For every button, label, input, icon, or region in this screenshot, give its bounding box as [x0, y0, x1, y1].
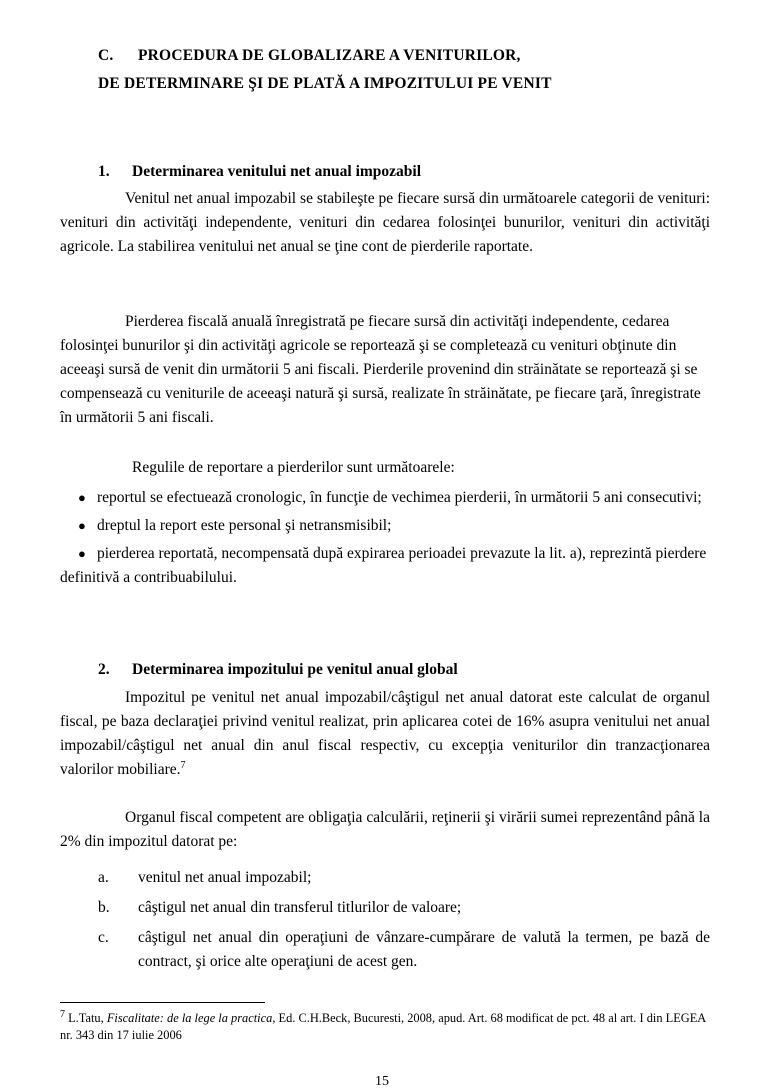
loss-rules-list — [60, 486, 710, 594]
list-item-text: reportul se efectuează cronologic, în funcţie de vechimea pierderii, în următorii 5 ani consecutivi; — [97, 489, 702, 506]
section-1-paragraph-2: Pierderea fiscală anuală înregistrată pe fiecare sursă din activităţi independente, cedarea folosinţei bunurilor şi din activităţi agricole se reportează şi se completează cu venituri obţinute din aceeaşi sursă de venit din următorii 5 ani fiscali. Pierderile provenind din străinătate se reportează şi se compensează cu veniturile de aceeaşi natură şi sursă, realizate în străinătate, pe fiecare ţară, înregistrate în următorii 5 ani fiscali. — [60, 313, 701, 426]
section-2-title-text: Determinarea impozitului pe venitul anual global — [132, 661, 458, 678]
section-2-paragraph-1 — [60, 686, 710, 782]
list-item-text: venitul net anual impozabil; — [138, 869, 312, 886]
list-item — [60, 486, 710, 510]
list-item-text: pierderea reportată, necompensată după expirarea perioadei prevazute la lit. a), reprezintă pierdere definitivă a contribuabilului. — [60, 545, 707, 586]
list-item-marker: b. — [98, 899, 110, 916]
tax-items-list — [98, 866, 710, 980]
footnote-author: L.Tatu, — [68, 1011, 107, 1025]
section-1-paragraph-3: Regulile de reportare a pierderilor sunt următoarele: — [132, 459, 455, 476]
footnote-title: Fiscalitate: de la lege la practica, — [106, 1011, 276, 1025]
bullet-icon: ● — [78, 546, 86, 561]
chapter-heading-text-1: PROCEDURA DE GLOBALIZARE A VENITURILOR, — [138, 47, 521, 64]
chapter-heading-line-1 — [98, 42, 552, 70]
footnote-reference: 7 — [180, 759, 186, 771]
list-item — [98, 866, 710, 890]
section-2-title — [98, 658, 458, 682]
section-1-paragraph-1: Venitul net anual impozabil se stabileşte pe fiecare sursă din următoarele categorii de venituri: venituri din activităţi independente, venituri din cedarea folosinţei bunurilor, venituri din activităţi agricole. La stabilirea venitului net anual se ţine cont de pierderile raportate. — [60, 190, 710, 255]
list-item-marker: a. — [98, 869, 109, 886]
section-1-title-text: Determinarea venitului net anual impozabil — [132, 163, 422, 180]
bullet-icon: ● — [78, 490, 86, 505]
list-item-marker: c. — [98, 929, 109, 946]
footnote — [60, 1010, 720, 1044]
section-2-paragraph-2: Organul fiscal competent are obligaţia calculării, reţinerii şi virării sumei reprezentând până la 2% din impozitul datorat pe: — [60, 809, 710, 850]
list-item — [60, 542, 710, 590]
section-2-number: 2. — [98, 661, 110, 678]
section-1-number: 1. — [98, 163, 110, 180]
page-number: 15 — [375, 1074, 389, 1089]
section-1-title — [98, 160, 421, 184]
list-item-text: câştigul net anual din transferul titlurilor de valoare; — [138, 899, 462, 916]
list-item — [98, 926, 710, 974]
list-item-text: câştigul net anual din operaţiuni de vânzare-cumpărare de valută la termen, pe bază de contract, şi orice alte operaţiuni de acest gen. — [138, 929, 710, 970]
footnote-mark: 7 — [60, 1008, 65, 1020]
list-item — [98, 896, 710, 920]
section-2-paragraph-1-text: Impozitul pe venitul net anual impozabil/câştigul net anual datorat este calculat de organul fiscal, pe baza declaraţiei privind venitul realizat, prin aplicarea cotei de 16% asupra venitului net anual impozabil/câştigul net anual din anul fiscal respectiv, cu excepţia veniturilor din tranzacţionarea valorilor mobiliare. — [60, 689, 710, 778]
list-item — [60, 514, 710, 538]
chapter-heading-line-2: DE DETERMINARE ŞI DE PLATĂ A IMPOZITULUI PE VENIT — [98, 75, 552, 92]
footnote-divider — [60, 1002, 265, 1003]
footnote-rest: Ed. C.H.Beck, Bucuresti, 2008, apud. Art. 68 modificat de pct. 48 al art. I din LEGEA nr. 343 din 17 iulie 2006 — [60, 1011, 706, 1042]
chapter-label: C. — [98, 47, 114, 64]
bullet-icon: ● — [78, 518, 86, 533]
chapter-heading — [98, 42, 552, 98]
list-item-text: dreptul la report este personal şi netransmisibil; — [97, 517, 392, 534]
